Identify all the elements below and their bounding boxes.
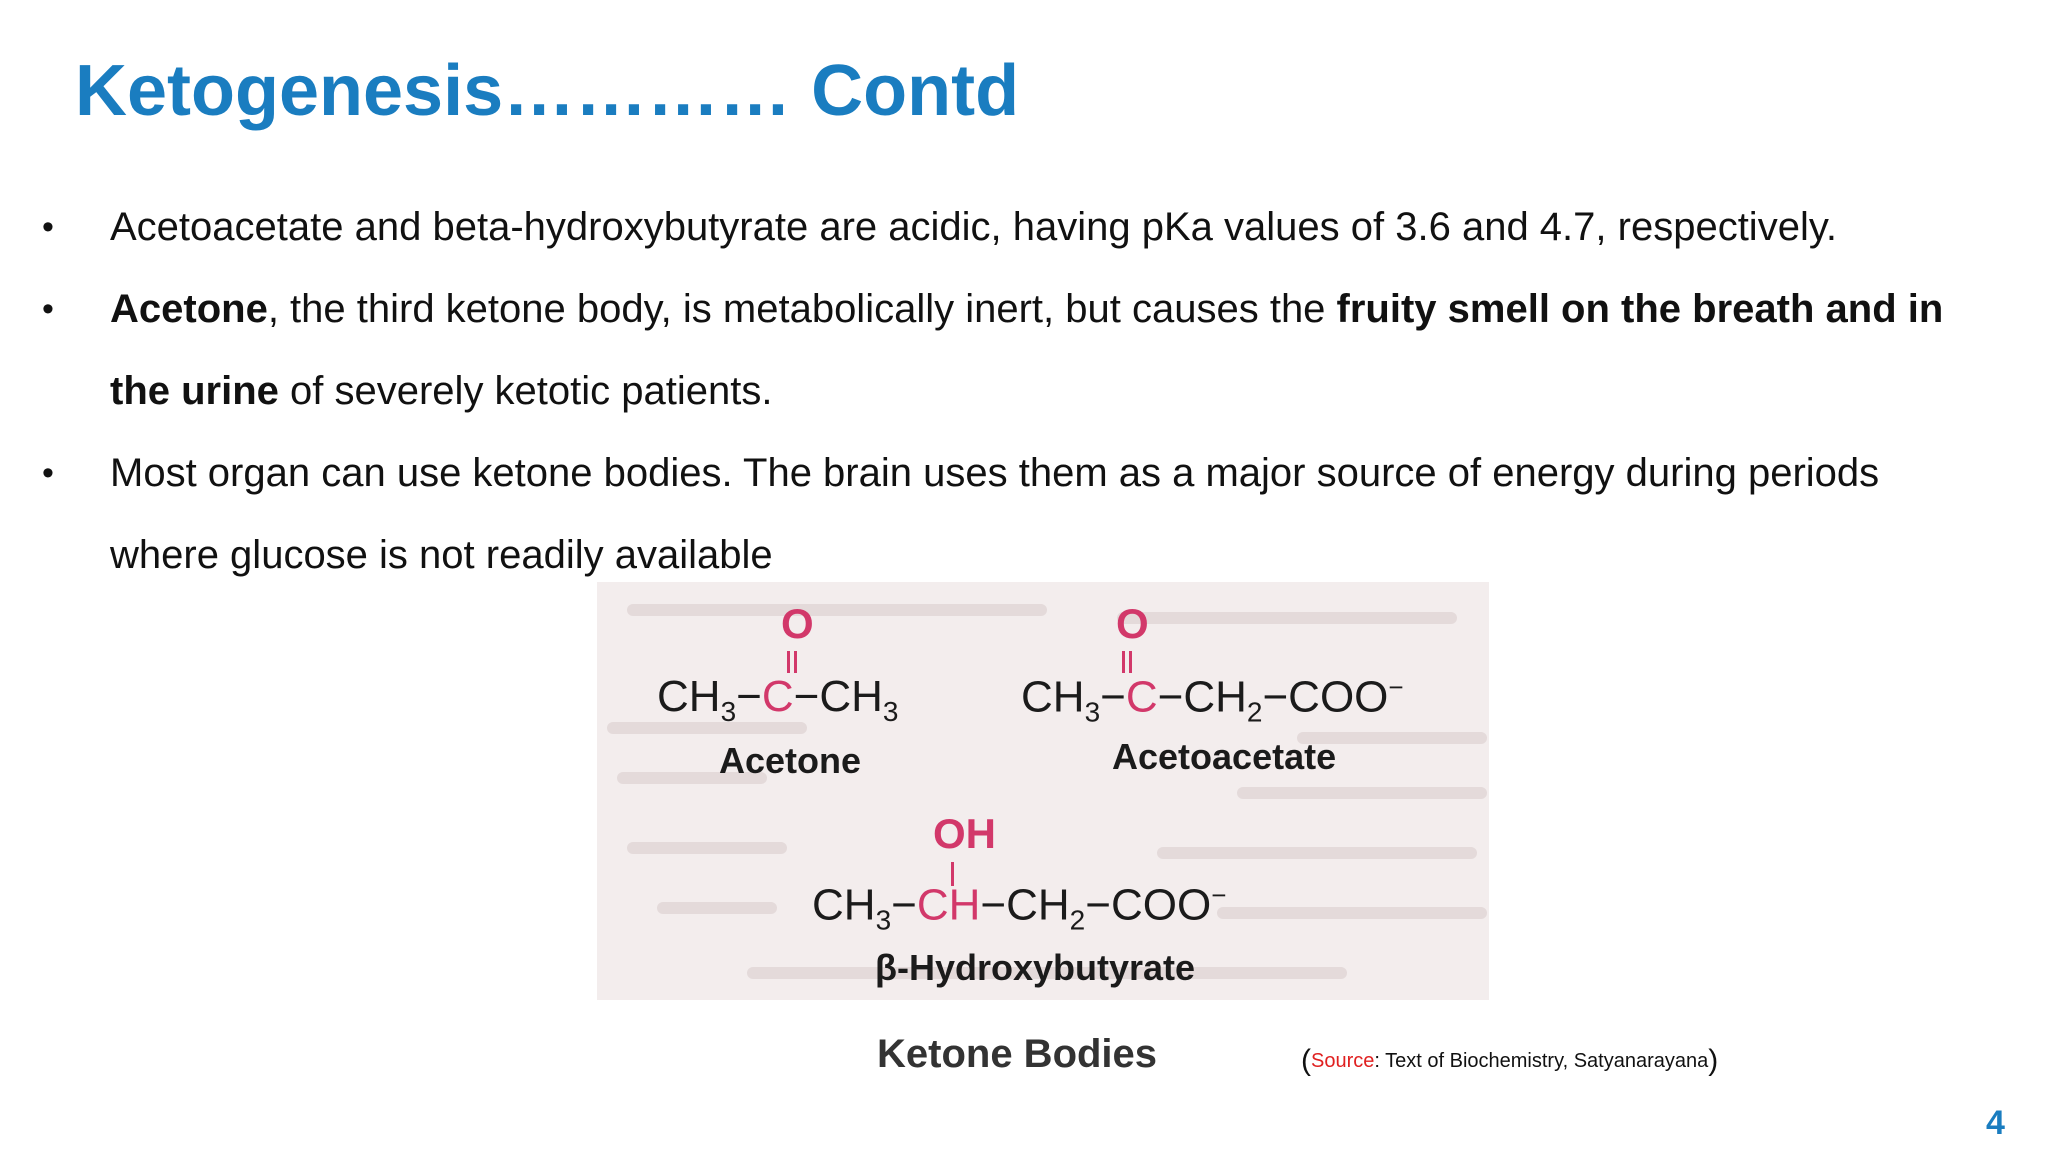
- bold-acetone: Acetone: [110, 287, 268, 331]
- page-number: 4: [1986, 1104, 2005, 1142]
- hydroxybutyrate-hydroxyl: OH: [933, 810, 996, 857]
- acetone-formula: $CH_3-C-CH_3$: [657, 672, 899, 727]
- source-label: Source: [1311, 1050, 1375, 1072]
- bullet-text: Acetoacetate and beta-hydroxybutyrate are acidic, having pKa values of 3.6 and 4.7, respectively.: [110, 205, 1837, 249]
- source-citation: (Source: Text of Biochemistry, Satyanarayana): [1301, 1044, 1719, 1077]
- bullet-item-pka: [40, 186, 2020, 268]
- bullet-item-brain: [40, 432, 2020, 596]
- bullet-text-middle: , the third ketone body, is metabolically inert, but causes the: [267, 287, 1337, 331]
- acetone-label: Acetone: [719, 740, 862, 781]
- acetone-double-bond: [787, 651, 797, 673]
- figure-caption: Ketone Bodies: [877, 1032, 1158, 1076]
- bullet-text-line2: where glucose is not readily available: [110, 533, 773, 577]
- bullet-dot-icon: •: [42, 454, 54, 492]
- bold-fruity-smell: fruity smell on the breath and in: [1336, 287, 1944, 331]
- acetoacetate-formula: $CH_3-C-CH_2-COO^-$: [1021, 672, 1404, 728]
- acetoacetate-label: Acetoacetate: [1112, 736, 1337, 777]
- hydroxybutyrate-formula: $CH_3-CH-CH_2-COO^-$: [812, 880, 1227, 936]
- bullet-dot-icon: •: [42, 208, 54, 246]
- ketone-bodies-figure: [597, 582, 1489, 1000]
- acetoacetate-double-bond: [1122, 651, 1132, 673]
- bullet-list: [40, 186, 2020, 596]
- source-text: : Text of Biochemistry, Satyanarayana: [1374, 1050, 1709, 1072]
- bullet-dot-icon: •: [42, 290, 54, 328]
- bullet-text-line1: Most organ can use ketone bodies. The brain uses them as a major source of energy during periods: [110, 451, 1880, 495]
- hydroxybutyrate-label: β-Hydroxybutyrate: [875, 947, 1196, 988]
- bullet-item-acetone: [40, 268, 2020, 432]
- acetone-oxygen: O: [781, 600, 814, 647]
- acetoacetate-oxygen: O: [1116, 600, 1149, 647]
- slide-title: Ketogenesis………… Contd: [75, 51, 1020, 131]
- bold-the-urine: the urine: [110, 369, 279, 413]
- bullet-text-end: of severely ketotic patients.: [278, 369, 773, 413]
